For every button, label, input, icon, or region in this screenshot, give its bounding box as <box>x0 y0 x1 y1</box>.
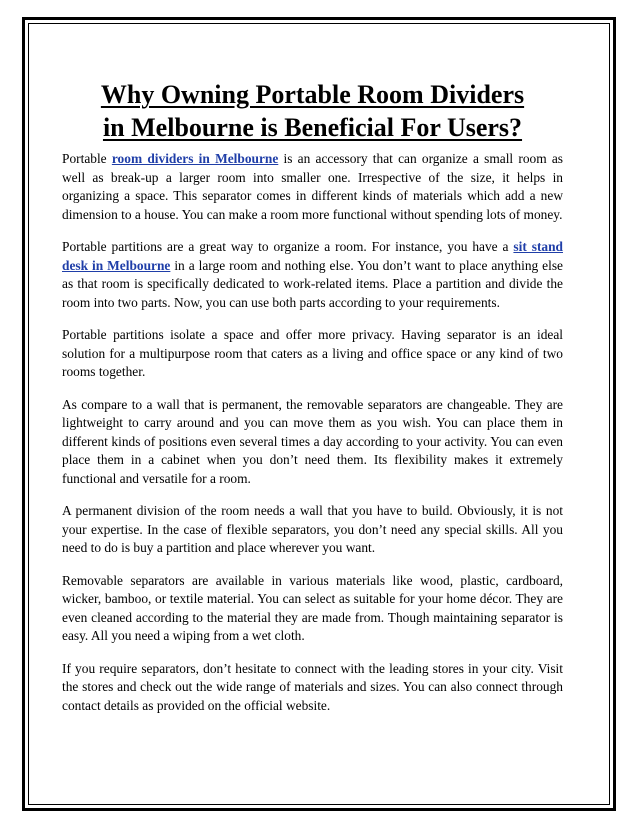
paragraph-2 <box>62 238 563 312</box>
paragraph-7: If you require separators, don’t hesitate to connect with the leading stores in your city. Visit the stores and check out the wide range of materials and sizes. You can also connect through contact details as provided on the official website. <box>62 660 563 713</box>
paragraph-6: Removable separators are available in various materials like wood, plastic, cardboard, wicker, bamboo, or textile material. You can select as suitable for your home décor. They are even cleaned according to the material they are made from. Though maintaining separator is easy. All you need a wiping from a wet cloth. <box>62 572 563 643</box>
paragraph-4: As compare to a wall that is permanent, the removable separators are changeable. They are lightweight to carry around and you can move them as you wish. You can place them in different kinds of positions even several times a day according to your activity. You can even place them in a cabinet when you don’t need them. Its flexibility makes it extremely functional and versatile for a room. <box>62 396 563 486</box>
paragraph-5: A permanent division of the room needs a wall that you have to build. Obviously, it is not your expertise. In the case of flexible separators, you don’t need any special skills. All you need to do is buy a partition and place wherever you want. <box>62 503 563 555</box>
paragraph-2-text-before: Portable partitions are a great way to organize a room. For instance, you have a <box>62 239 514 254</box>
paragraph-1-text-after: is an accessory that can organize a small room as well as break-up a larger room into smaller one. Irrespective of the size, it helps in organizing a space. This separator comes in different kinds of materials which add a new dimension to a house. You can make a room more functional without spending lots of money. <box>62 151 564 222</box>
paragraph-1-text-before: Portable <box>62 151 112 166</box>
sit-stand-desk-link[interactable]: sit stand desk in Melbourne <box>62 239 563 273</box>
document-body <box>62 78 563 729</box>
page-title <box>62 78 563 144</box>
paragraph-3: Portable partitions isolate a space and offer more privacy. Having separator is an ideal solution for a multipurpose room that caters as a living and office space or any kind of two rooms together. <box>62 327 563 379</box>
paragraph-1 <box>62 150 563 224</box>
title-line-1: Why Owning Portable Room Dividers <box>100 80 525 109</box>
room-dividers-link[interactable]: room dividers in Melbourne <box>111 151 279 166</box>
paragraph-2-text-after: in a large room and nothing else. You don’t want to place anything else as that room is specifically dedicated to work-related items. Place a partition and divide the room into two parts. Now, you can use both parts according to your requirements. <box>62 257 564 310</box>
title-line-2: in Melbourne is Beneficial For Users? <box>102 113 523 142</box>
